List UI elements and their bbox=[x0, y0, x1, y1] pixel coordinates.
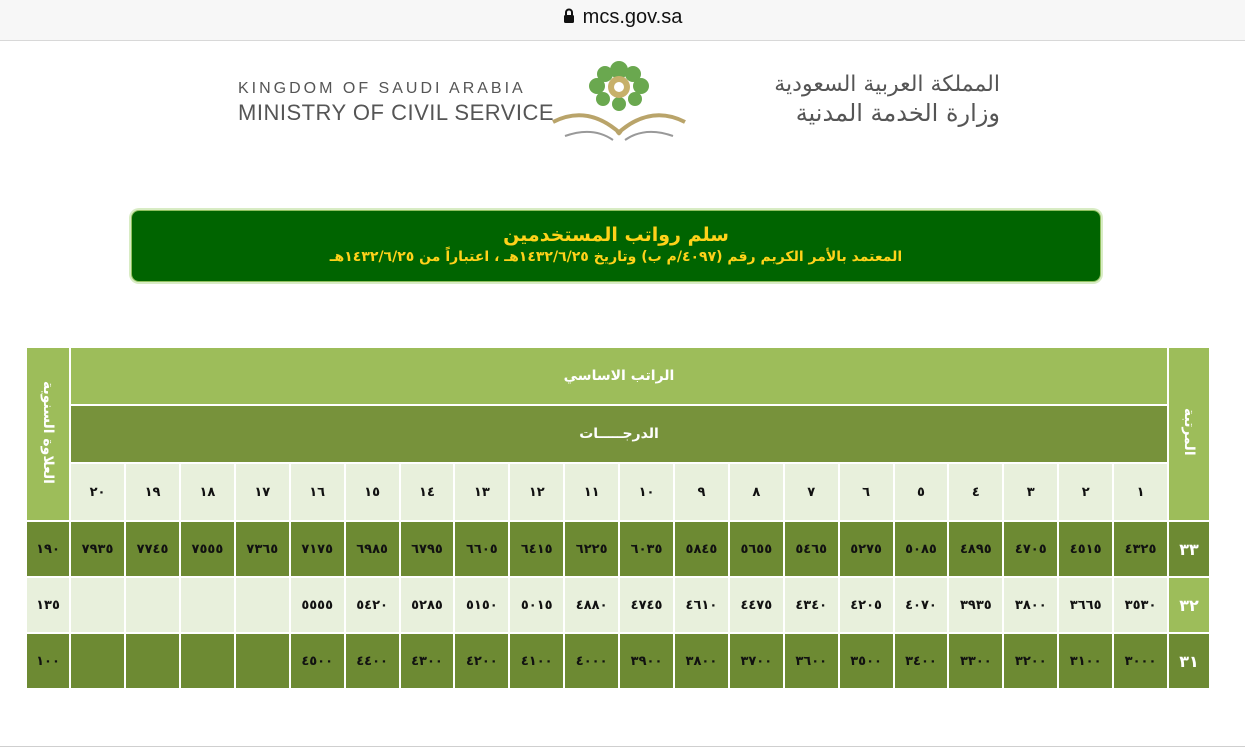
browser-address-bar[interactable] bbox=[0, 0, 1245, 41]
salary-cell: ٣٩٠٠ bbox=[620, 634, 673, 688]
salary-cell: ٥٥٥٥ bbox=[291, 578, 344, 632]
salary-cell bbox=[71, 578, 124, 632]
salary-cell: ٧٩٣٥ bbox=[71, 522, 124, 576]
grade-header-cell: ٦ bbox=[840, 464, 893, 520]
salary-cell: ٥٨٤٥ bbox=[675, 522, 728, 576]
salary-cell: ٧٧٤٥ bbox=[126, 522, 179, 576]
salary-cell bbox=[126, 634, 179, 688]
rank-cell: ٣١ bbox=[1169, 634, 1209, 688]
grade-header-cell: ١٧ bbox=[236, 464, 289, 520]
ministry-logo-english bbox=[238, 80, 554, 126]
salary-cell: ٥١٥٠ bbox=[455, 578, 508, 632]
salary-cell: ٤٧٠٥ bbox=[1004, 522, 1057, 576]
logo-ministry-text: MINISTRY OF CIVIL SERVICE bbox=[238, 100, 555, 125]
url-display[interactable] bbox=[0, 6, 1245, 29]
salary-cell: ٤٣٤٠ bbox=[785, 578, 838, 632]
table-row bbox=[27, 634, 1209, 688]
salary-cell: ٣١٠٠ bbox=[1059, 634, 1112, 688]
ministry-logo-arabic bbox=[700, 72, 1000, 127]
salary-cell: ٤٧٤٥ bbox=[620, 578, 673, 632]
salary-cell: ٣٦٠٠ bbox=[785, 634, 838, 688]
salary-cell: ٥٢٨٥ bbox=[401, 578, 454, 632]
salary-cell: ٤٤٠٠ bbox=[346, 634, 399, 688]
grade-header-cell: ٩ bbox=[675, 464, 728, 520]
salary-cell: ٦٤١٥ bbox=[510, 522, 563, 576]
allowance-cell: ١٠٠ bbox=[27, 634, 69, 688]
salary-cell: ٤٣٠٠ bbox=[401, 634, 454, 688]
salary-cell: ٥٠١٥ bbox=[510, 578, 563, 632]
salary-cell: ٣٩٣٥ bbox=[949, 578, 1002, 632]
grade-header-cell: ١٣ bbox=[455, 464, 508, 520]
salary-cell bbox=[126, 578, 179, 632]
salary-cell: ٥٢٧٥ bbox=[840, 522, 893, 576]
salary-cell: ٣٦٦٥ bbox=[1059, 578, 1112, 632]
salary-cell: ٧٥٥٥ bbox=[181, 522, 234, 576]
rank-cell: ٣٣ bbox=[1169, 522, 1209, 576]
salary-cell: ٤٥١٥ bbox=[1059, 522, 1112, 576]
banner-subtitle: المعتمد بالأمر الكريم رقم (٤٠٩٧/م ب) وتاريخ ١٤٣٢/٦/٢٥هـ ، اعتباراً من ١٤٣٢/٦/٢٥هـ bbox=[329, 249, 903, 265]
logo-ministry-text-ar: وزارة الخدمة المدنية bbox=[795, 99, 1000, 127]
salary-cell: ٤٤٧٥ bbox=[730, 578, 783, 632]
salary-cell: ٧١٧٥ bbox=[291, 522, 344, 576]
salary-cell bbox=[236, 578, 289, 632]
grade-header-cell: ٣ bbox=[1004, 464, 1057, 520]
salary-cell: ٣٣٠٠ bbox=[949, 634, 1002, 688]
salary-cell: ٤١٠٠ bbox=[510, 634, 563, 688]
salary-cell: ٦٧٩٥ bbox=[401, 522, 454, 576]
salary-cell: ٥٦٥٥ bbox=[730, 522, 783, 576]
salary-cell: ٦٢٢٥ bbox=[565, 522, 618, 576]
grades-header: الدرجـــــات bbox=[71, 406, 1167, 462]
lock-icon bbox=[563, 8, 575, 24]
banner-title: سلم رواتب المستخدمين bbox=[503, 224, 729, 246]
salary-cell: ٥٤٢٠ bbox=[346, 578, 399, 632]
grade-header-cell: ١٨ bbox=[181, 464, 234, 520]
grade-header-cell: ١ bbox=[1114, 464, 1167, 520]
salary-cell: ٦٦٠٥ bbox=[455, 522, 508, 576]
allowance-cell: ١٩٠ bbox=[27, 522, 69, 576]
table-row bbox=[27, 578, 1209, 632]
rank-header: المرتبة bbox=[1169, 348, 1209, 520]
grade-header-cell: ١٤ bbox=[401, 464, 454, 520]
salary-cell: ٣٠٠٠ bbox=[1114, 634, 1167, 688]
salary-cell: ٣٧٠٠ bbox=[730, 634, 783, 688]
grade-header-cell: ١٢ bbox=[510, 464, 563, 520]
rank-cell: ٣٢ bbox=[1169, 578, 1209, 632]
salary-cell bbox=[181, 578, 234, 632]
grade-header-cell: ١٦ bbox=[291, 464, 344, 520]
salary-cell bbox=[71, 634, 124, 688]
salary-cell: ٣٨٠٠ bbox=[675, 634, 728, 688]
basic-salary-header: الراتب الاساسي bbox=[71, 348, 1167, 404]
annual-allowance-header: العلاوة السنوية bbox=[27, 348, 69, 520]
salary-cell: ٣٥٠٠ bbox=[840, 634, 893, 688]
grade-header-cell: ٤ bbox=[949, 464, 1002, 520]
salary-cell: ٤٨٩٥ bbox=[949, 522, 1002, 576]
salary-cell: ٣٢٠٠ bbox=[1004, 634, 1057, 688]
salary-cell: ٤٥٠٠ bbox=[291, 634, 344, 688]
allowance-cell: ١٣٥ bbox=[27, 578, 69, 632]
salary-cell: ٥٠٨٥ bbox=[895, 522, 948, 576]
salary-cell: ٤٠٠٠ bbox=[565, 634, 618, 688]
grade-header-cell: ١٥ bbox=[346, 464, 399, 520]
logo-kingdom-text-ar: المملكة العربية السعودية bbox=[774, 72, 1000, 97]
salary-table bbox=[25, 346, 1211, 690]
grade-header-cell: ١٠ bbox=[620, 464, 673, 520]
grade-header-cell: ٨ bbox=[730, 464, 783, 520]
url-text: mcs.gov.sa bbox=[582, 6, 683, 28]
ministry-emblem-icon bbox=[543, 52, 695, 147]
salary-scale-banner bbox=[131, 210, 1101, 282]
salary-cell: ٦٠٣٥ bbox=[620, 522, 673, 576]
salary-cell bbox=[236, 634, 289, 688]
salary-cell: ٥٤٦٥ bbox=[785, 522, 838, 576]
salary-cell: ٤٣٢٥ bbox=[1114, 522, 1167, 576]
grade-header-cell: ١١ bbox=[565, 464, 618, 520]
grade-header-cell: ٥ bbox=[895, 464, 948, 520]
grade-header-cell: ٢٠ bbox=[71, 464, 124, 520]
salary-cell bbox=[181, 634, 234, 688]
grade-header-cell: ٢ bbox=[1059, 464, 1112, 520]
salary-cell: ٧٣٦٥ bbox=[236, 522, 289, 576]
salary-cell: ٦٩٨٥ bbox=[346, 522, 399, 576]
salary-cell: ٤٨٨٠ bbox=[565, 578, 618, 632]
salary-cell: ٤٠٧٠ bbox=[895, 578, 948, 632]
salary-cell: ٤٦١٠ bbox=[675, 578, 728, 632]
salary-cell: ٣٤٠٠ bbox=[895, 634, 948, 688]
salary-cell: ٣٨٠٠ bbox=[1004, 578, 1057, 632]
table-row bbox=[27, 522, 1209, 576]
grade-header-cell: ١٩ bbox=[126, 464, 179, 520]
salary-cell: ٤٢٠٥ bbox=[840, 578, 893, 632]
grade-header-cell: ٧ bbox=[785, 464, 838, 520]
salary-cell: ٤٢٠٠ bbox=[455, 634, 508, 688]
salary-cell: ٣٥٣٠ bbox=[1114, 578, 1167, 632]
logo-kingdom-text: KINGDOM OF SAUDI ARABIA bbox=[238, 80, 526, 97]
page-divider bbox=[0, 746, 1245, 747]
